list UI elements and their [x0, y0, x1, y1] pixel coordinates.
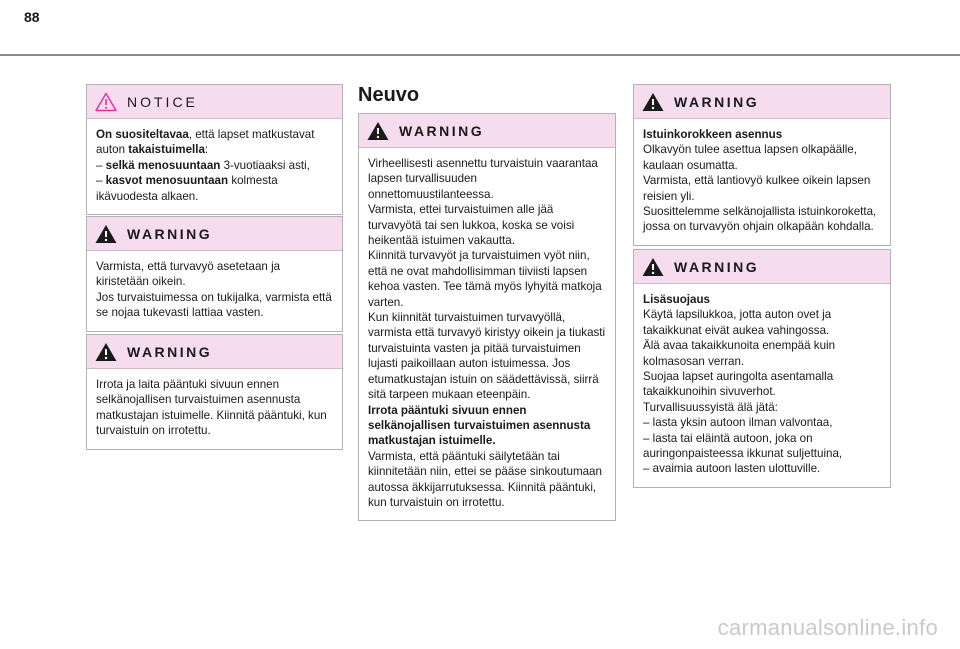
text-line — [643, 219, 881, 234]
text-line — [643, 384, 881, 399]
notice-title: NOTICE — [127, 93, 198, 110]
text-segment: varten. — [368, 295, 404, 309]
text-segment: reisien yli. — [643, 189, 695, 203]
text-segment: : — [204, 143, 209, 157]
text-segment: Suosittelemme selkänojallista istuinkoroketta, — [643, 205, 877, 219]
text-segment: takaikkunoihin sivuverhot. — [643, 385, 776, 399]
text-segment: kolmesta — [228, 174, 278, 188]
text-segment: että ne ovat mahdollisimman tiiviisti lapsen — [368, 264, 588, 278]
text-line — [368, 480, 606, 495]
text-line — [368, 341, 606, 356]
text-segment: turvaistuinta vasten ja pitää turvaistuimen — [368, 341, 581, 355]
warning-title: WARNING — [127, 225, 213, 242]
warning-triangle-icon — [642, 257, 664, 277]
text-line — [643, 415, 881, 430]
text-line — [643, 292, 881, 307]
text-line — [368, 433, 606, 448]
warning-box-headrest-removal — [86, 334, 343, 450]
text-segment: Jos turvaistuimessa on tukijalka, varmista että — [96, 290, 332, 304]
text-line — [368, 202, 606, 217]
text-segment: lapsen turvallisuuden — [368, 172, 477, 186]
text-segment: Käytä lapsilukkoa, jotta auton ovet ja — [643, 308, 832, 322]
notice-body — [87, 119, 342, 214]
warning-title: WARNING — [674, 93, 760, 110]
warning-header — [634, 250, 890, 284]
text-segment: lujasti paikoillaan auton istuimessa. Jos — [368, 357, 571, 371]
text-segment: kun turvaistuin on irrotettu. — [368, 495, 505, 509]
section-title: Neuvo — [358, 84, 420, 106]
text-line — [96, 274, 333, 289]
text-segment: Virheellisesti asennettu turvaistuin vaarantaa — [368, 157, 598, 170]
text-line — [643, 127, 881, 142]
text-line — [643, 204, 881, 219]
text-segment: Varmista, että lantiovyö kulkee oikein lapsen — [643, 174, 871, 188]
warning-box-headrest-support — [86, 216, 343, 332]
text-segment: sitä tarpeen mukaan eteenpäin. — [368, 388, 531, 402]
text-segment: Älä avaa takaikkunoita enempää kuin — [643, 339, 836, 353]
text-line — [368, 495, 606, 510]
text-line — [643, 369, 881, 384]
text-line — [643, 338, 881, 353]
text-line — [96, 127, 333, 142]
text-line — [368, 418, 606, 433]
watermark: carmanualsonline.info — [717, 615, 938, 640]
text-segment: – lasta yksin autoon ilman valvontaa, — [643, 416, 833, 430]
warning-body — [87, 369, 342, 449]
warning-triangle-icon — [95, 342, 117, 362]
header-rule — [0, 54, 960, 56]
text-line — [368, 156, 606, 171]
text-line — [368, 372, 606, 387]
text-segment: 3-vuotiaaksi asti, — [220, 158, 310, 172]
text-line — [643, 158, 881, 173]
text-line — [96, 377, 333, 392]
bold-text: selkänojallisen turvaistuimen asennusta — [368, 418, 591, 432]
text-segment: – — [96, 158, 106, 172]
warning-triangle-icon — [367, 121, 389, 141]
text-segment: turvaistuin on irrotettu. — [96, 424, 211, 438]
text-line — [96, 423, 333, 438]
text-segment: Varmista, että pääntuki säilytetään tai — [368, 449, 560, 463]
bold-text: kasvot menosuuntaan — [105, 174, 229, 188]
text-segment: Turvallisuussyistä älä jätä: — [643, 400, 778, 414]
warning-box-installation — [358, 113, 616, 521]
text-segment: Varmista, ettei turvaistuimen alle jää — [368, 203, 554, 217]
warning-header — [359, 114, 615, 148]
text-line — [96, 142, 333, 157]
text-segment: , että lapset matkustavat — [188, 128, 315, 141]
text-segment: auringonpaisteessa ikkunat suljettuina, — [643, 447, 843, 461]
text-line — [368, 295, 606, 310]
text-line — [368, 248, 606, 263]
warning-title: WARNING — [399, 122, 485, 139]
text-segment: Suojaa lapset auringolta asentamalla — [643, 370, 834, 384]
text-line — [96, 259, 333, 274]
text-line — [96, 305, 333, 320]
text-line — [643, 307, 881, 322]
text-line — [643, 189, 881, 204]
text-line — [96, 392, 333, 407]
text-segment: kiristetään oikein. — [96, 275, 186, 289]
warning-title: WARNING — [674, 258, 760, 275]
text-segment: Varmista, että turvavyö asetetaan ja — [96, 260, 281, 273]
warning-body — [87, 251, 342, 331]
text-segment: jossa on turvavyön ohjain olkapään kohdalla. — [643, 220, 874, 234]
warning-triangle-icon — [642, 92, 664, 112]
text-line — [368, 356, 606, 371]
warning-body — [634, 119, 890, 245]
text-segment: kehoa vasten. Tee tämä myös lyhyitä matkoja — [368, 280, 602, 294]
text-segment: kolmasosan verran. — [643, 354, 745, 368]
bold-text: On suositeltavaa — [96, 128, 189, 141]
text-line — [643, 431, 881, 446]
text-segment: – avaimia autoon lasten ulottuville. — [643, 462, 821, 476]
text-line — [96, 408, 333, 423]
notice-header — [87, 85, 342, 119]
text-segment: matkustajan istuimelle. Kiinnitä pääntuki, kun — [96, 408, 327, 422]
text-segment: etumatkustajan istuin on säädettävissä, siirrä — [368, 372, 599, 386]
warning-header — [634, 85, 890, 119]
text-line — [368, 449, 606, 464]
bold-text: takaistuimella — [128, 143, 205, 157]
text-segment: se nojaa tukevasti lattiaa vasten. — [96, 306, 264, 320]
bold-text: selkä menosuuntaan — [105, 158, 221, 172]
text-segment: kaulaan osumatta. — [643, 158, 738, 172]
text-line — [368, 171, 606, 186]
bold-text: Lisäsuojaus — [643, 293, 711, 306]
text-line — [368, 387, 606, 402]
warning-triangle-icon — [95, 224, 117, 244]
notice-triangle-icon — [95, 92, 117, 112]
text-line — [643, 354, 881, 369]
text-line — [96, 173, 333, 188]
text-segment: – lasta tai eläintä autoon, joka on — [643, 431, 813, 445]
text-segment: Kun kiinnität turvaistuimen turvavyöllä, — [368, 311, 566, 325]
text-line — [368, 187, 606, 202]
text-line — [368, 264, 606, 279]
text-line — [643, 400, 881, 415]
warning-box-extra-protection — [633, 249, 891, 488]
bold-text: Irrota pääntuki sivuun ennen — [368, 403, 527, 417]
text-line — [368, 233, 606, 248]
text-segment: onnettomuustilanteessa. — [368, 187, 494, 201]
text-segment: varmista että turvavyö kiristyy oikein ja tiukasti — [368, 326, 606, 340]
text-line — [96, 158, 333, 173]
text-line — [368, 325, 606, 340]
text-line — [643, 446, 881, 461]
text-segment: auton — [96, 143, 129, 157]
bold-text: Istuinkorokkeen asennus — [643, 128, 783, 141]
text-segment: kiinnitetään niin, ettei se pääse sinkoutumaan — [368, 465, 602, 479]
text-segment: heikentää istuimen vakautta. — [368, 234, 515, 248]
text-segment: Olkavyön tulee asettua lapsen olkapäälle, — [643, 143, 857, 157]
text-line — [643, 323, 881, 338]
page-number: 88 — [24, 9, 40, 25]
text-segment: ikävuodesta alkaen. — [96, 189, 199, 203]
text-line — [96, 189, 333, 204]
text-segment: Kiinnitä turvavyöt ja turvaistuimen vyöt niin, — [368, 249, 590, 263]
text-line — [368, 279, 606, 294]
text-segment: Irrota ja laita pääntuki sivuun ennen — [96, 378, 280, 391]
text-line — [368, 403, 606, 418]
warning-title: WARNING — [127, 343, 213, 360]
warning-header — [87, 335, 342, 369]
text-line — [643, 173, 881, 188]
warning-body — [359, 148, 615, 520]
warning-box-booster-seat — [633, 84, 891, 246]
text-segment: turvavyötä tai sen lukkoa, koska se voisi — [368, 218, 575, 232]
text-line — [643, 461, 881, 476]
text-line — [368, 310, 606, 325]
text-segment: selkänojallisen turvaistuimen asennusta — [96, 393, 301, 407]
notice-box — [86, 84, 343, 215]
text-line — [368, 218, 606, 233]
text-segment: autossa äkkijarrutuksessa. Kiinnitä pääntuki, — [368, 480, 597, 494]
warning-body — [634, 284, 890, 487]
text-line — [643, 142, 881, 157]
warning-header — [87, 217, 342, 251]
bold-text: matkustajan istuimelle. — [368, 434, 496, 448]
text-segment: – — [96, 174, 106, 188]
text-segment: takaikkunat eivät aukea vahingossa. — [643, 323, 830, 337]
text-line — [96, 290, 333, 305]
text-line — [368, 464, 606, 479]
